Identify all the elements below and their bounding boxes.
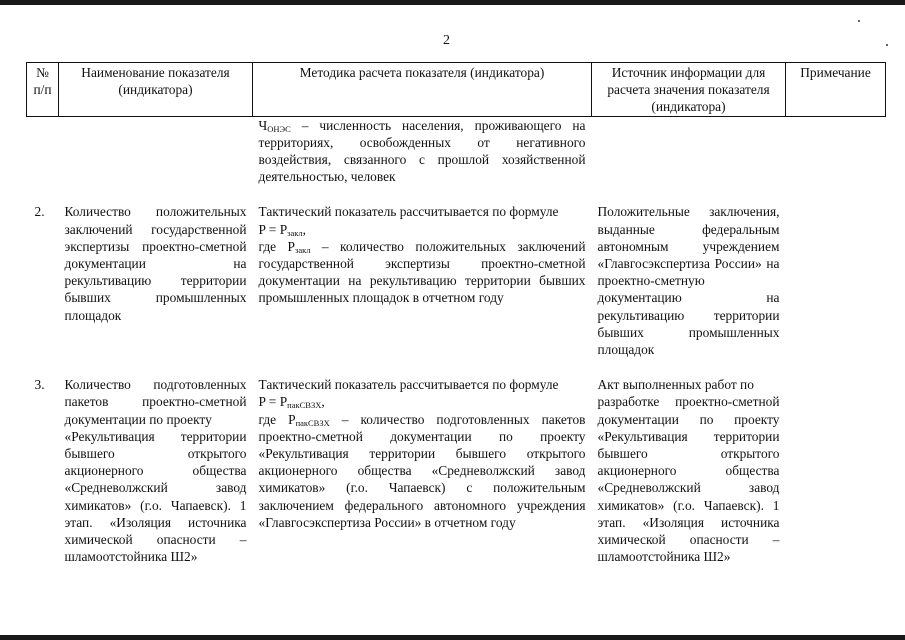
note-cell: [786, 376, 886, 565]
method-intro: Тактический показатель рассчитывается по формуле: [258, 377, 559, 393]
calculation-method: [253, 376, 592, 565]
continuation-text: $Ч_{ОНЭС}$ – численность населения, проживающего на территориях, освобожденных от негативного воздействия, связанного с прошлой хозяйственной деятельностью, человек: [258, 117, 586, 185]
table-row: [27, 203, 886, 358]
row-number: 2.: [34, 204, 45, 220]
continuation-row: [27, 116, 886, 185]
indicator-name: Количество подготовленных пакетов проектно-сметной документации по проекту «Рекультивация территории бывшего открытого акционерного общества «Средневолжский завод химикатов» (г.о. Чапаевск). 1 этап. «Изоляция источника химической опасности – шламоотстойника Ш2»: [64, 377, 247, 565]
header-note: Примечание: [786, 63, 886, 117]
scan-speck: [886, 44, 888, 46]
formula: $P = P_{закл}$,: [258, 221, 307, 238]
indicator-table: [26, 62, 886, 565]
indicator-name: Количество положительных заключений государственной экспертизы проектно-сметной документации на рекультивацию территории бывших промышленных площадок: [64, 204, 247, 323]
header-name: Наименование показателя (индикатора): [59, 63, 253, 117]
information-source: Положительные заключения, выданные федеральным автономным учреждением «Главгосэкспертиза России» на проектно-сметную документацию на рекультивацию территории бывших промышленных площадок: [597, 204, 780, 358]
table-row: [27, 376, 886, 565]
table-header-row: [27, 63, 886, 117]
information-source: Акт выполненных работ по разработке проектно-сметной документации по проекту «Рекультивация территории бывшего открытого акционерного общества «Средневолжский завод химикатов» (г.о. Чапаевск). 1 этап. «Изоляция источника химической опасности – шламоотстойника Ш2»: [597, 377, 780, 565]
formula-explanation: где $P_{закл}$ – количество положительных заключений государственной экспертизы проектно-сметной документации на рекультивацию территории бывших промышленных площадок в отчетном году: [258, 238, 586, 306]
note-cell: [786, 203, 886, 358]
formula-explanation: где $P_{пакСВЗХ}$ – количество подготовленных пакетов проектно-сметной документации по проекту «Рекультивация территории бывшего открытого акционерного общества «Средневолжский завод химикатов» (г.о. Чапаевск) с положительным заключением федерального автономного учреждения «Главгосэкспертиза России» в отчетном году: [258, 411, 586, 530]
formula: $P = P_{пакСВЗХ}$,: [258, 394, 325, 411]
scan-speck: [858, 20, 860, 22]
header-num: № п/п: [27, 63, 59, 117]
header-source: Источник информации для расчета значения показателя (индикатора): [592, 63, 786, 117]
calculation-method: [253, 203, 592, 358]
method-intro: Тактический показатель рассчитывается по формуле: [258, 204, 559, 220]
scan-edge-top: [0, 0, 905, 5]
header-method: Методика расчета показателя (индикатора): [253, 63, 592, 117]
scan-edge-bottom: [0, 635, 905, 640]
page-number: 2: [443, 33, 450, 48]
row-number: 3.: [34, 377, 45, 393]
